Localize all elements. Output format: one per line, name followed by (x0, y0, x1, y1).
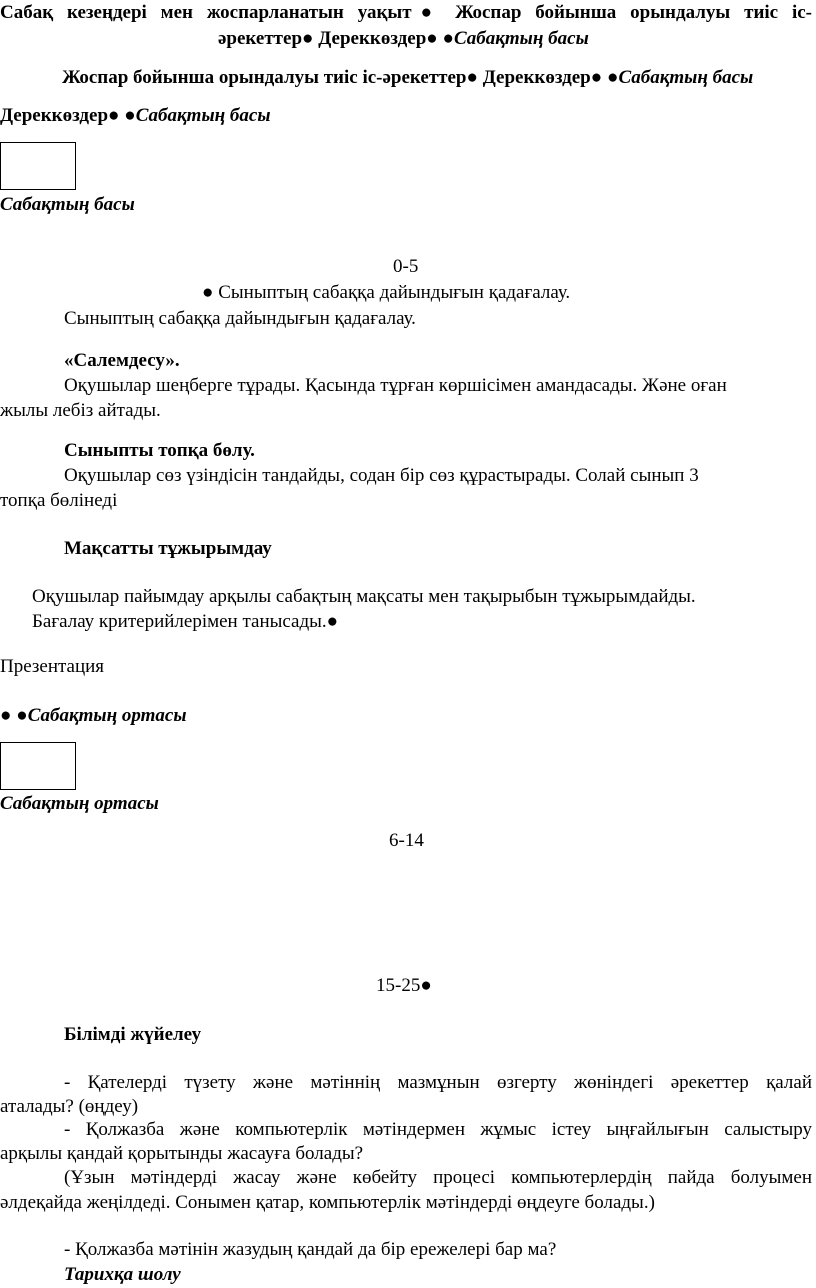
group-title: Сыныпты топқа бөлу. (64, 440, 255, 461)
question-1-line-2: аталады? (өңдеу) (0, 1096, 139, 1117)
group-text-1: Оқушылар сөз үзіндісін тандайды, содан бір сөз құрастырады. Солай сынып 3 (64, 465, 699, 486)
sources-text: Дереккөздер● ● (0, 105, 136, 126)
question-2-line-1: - Қолжазба және компьютерлік мәтіндермен жұмыс істеу ыңғайлығын салыстыру (64, 1119, 812, 1140)
subheader-text: Жоспар бойынша орындалуы тиіс іс-әрекеттер● Дереккөздер● ● (62, 67, 619, 88)
section2-title: Білімді жүйелеу (64, 1024, 202, 1045)
greet-text-1: Оқушылар шеңберге тұрады. Қасында тұрған көршісімен амандасады. Және оған (64, 375, 727, 396)
section1-line: Сыныптың сабаққа дайындығын қадағалау. (64, 308, 416, 329)
answer-line-2: әлдеқайда жеңілдеді. Сонымен қатар, компьютерлік мәтіндерді өңдеуге болады.) (0, 1192, 655, 1213)
section2-pre (0, 705, 187, 727)
greet-title: «Салемдесу». (64, 350, 180, 371)
greet-text-2: жылы лебіз айтады. (0, 400, 161, 421)
header-line-2-italic: Сабақтың басы (453, 28, 589, 49)
header-line-2 (218, 28, 589, 50)
goal-title: Мақсатты тұжырымдау (64, 538, 272, 559)
section1-time: 0-5 (393, 256, 419, 277)
sources-italic: Сабақтың басы (135, 105, 271, 126)
goal-text-1: Оқушылар пайымдау арқылы сабақтың мақсаты мен тақырыбын тұжырымдайды. (32, 586, 696, 607)
subheader-italic: Сабақтың басы (618, 67, 754, 88)
section2-pre-bullets: ● ● (0, 705, 28, 726)
sources-line (0, 105, 271, 127)
subheader (62, 67, 753, 89)
section2-time-2: 15-25● (376, 975, 432, 996)
group-text-2: топқа бөлінеді (0, 490, 118, 511)
resource-text: Презентация (0, 656, 105, 677)
section2-label: Сабақтың ортасы (0, 793, 159, 814)
answer-line-1: (Ұзын мәтіндерді жасау және көбейту процесі компьютерлердің пайда болуымен (64, 1167, 812, 1188)
section1-bullet: ● Сыныптың сабаққа дайындығын қадағалау. (202, 282, 571, 303)
history-title: Тарихқа шолу (64, 1264, 181, 1285)
section2-pre-label: Сабақтың ортасы (27, 705, 187, 726)
goal-text-2: Бағалау критерийлерімен танысады.● (32, 611, 339, 632)
header-line-1: Сабақ кезеңдері мен жоспарланатын уақыт● Жоспар бойынша орындалуы тиіс іс- (0, 2, 812, 23)
empty-box-2 (0, 742, 76, 790)
question-1-line-1: - Қателерді түзету және мәтіннің мазмұнын өзгерту жөніндегі әрекеттер қалай (64, 1072, 812, 1093)
empty-box-1 (0, 142, 76, 190)
header-line-2-text: әрекеттер● Дереккөздер● ● (218, 28, 454, 49)
question-4: - Қолжазба мәтінін жазудың қандай да бір ережелері бар ма? (64, 1239, 557, 1260)
question-2-line-2: арқылы қандай қорытынды жасауға болады? (0, 1143, 364, 1164)
section1-label: Сабақтың басы (0, 194, 135, 215)
section2-time-1: 6-14 (389, 830, 424, 851)
